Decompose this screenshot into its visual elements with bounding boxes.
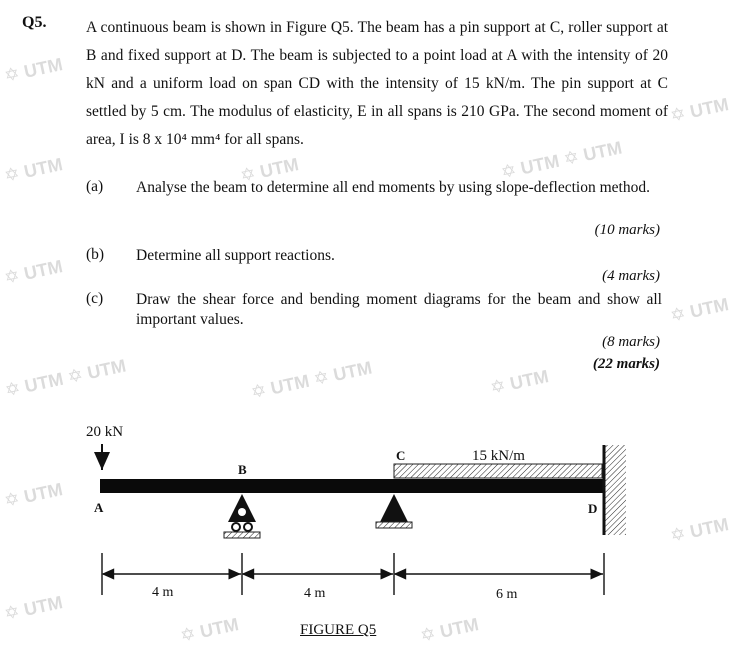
span-ab-length: 4 m xyxy=(152,585,174,600)
label-d: D xyxy=(588,501,598,516)
part-b-marks: (4 marks) xyxy=(602,268,660,284)
part-a-text: Analyse the beam to determine all end moments by using slope-deflection method. xyxy=(136,179,650,196)
watermark: ✡ UTM xyxy=(2,54,65,86)
udl-label: 15 kN/m xyxy=(472,448,525,464)
watermark: ✡ UTM ✡ UTM xyxy=(499,137,624,183)
figure-caption: FIGURE Q5 xyxy=(300,622,377,638)
watermark: ✡ UTM xyxy=(418,614,481,646)
watermark: ✡ UTM xyxy=(178,614,241,646)
roller-support-b xyxy=(224,494,260,538)
part-c-marks: (8 marks) xyxy=(602,334,660,350)
part-b-label: (b) xyxy=(86,246,105,263)
point-load-label: 20 kN xyxy=(86,424,124,440)
question-number: Q5. xyxy=(22,14,47,31)
fixed-support-wall xyxy=(604,445,626,535)
watermark: ✡ UTM xyxy=(668,94,731,126)
watermark: ✡ UTM xyxy=(668,294,731,326)
watermark: ✡ UTM xyxy=(238,154,301,186)
watermark: ✡ UTM xyxy=(488,366,551,398)
watermark: ✡ UTM xyxy=(2,592,65,624)
pin-support-c xyxy=(376,494,412,528)
label-c: C xyxy=(396,448,406,463)
part-c-text: Draw the shear force and bending moment diagrams for the beam and show all important values. xyxy=(136,291,662,328)
label-b: B xyxy=(238,462,247,477)
watermark: ✡ UTM xyxy=(2,154,65,186)
total-marks: (22 marks) xyxy=(592,356,660,372)
part-a-label: (a) xyxy=(86,178,104,195)
beam xyxy=(100,479,604,493)
watermark: ✡ UTM ✡ UTM xyxy=(249,357,374,403)
dimension-line xyxy=(102,553,604,595)
label-a: A xyxy=(94,500,104,515)
part-b-text: Determine all support reactions. xyxy=(136,247,335,264)
watermark: ✡ UTM xyxy=(2,256,65,288)
udl-load xyxy=(394,464,602,478)
watermark: ✡ UTM xyxy=(2,479,65,511)
part-a-marks: (10 marks) xyxy=(594,222,660,238)
part-c-label: (c) xyxy=(86,290,104,307)
watermark: ✡ UTM xyxy=(668,514,731,546)
watermark: ✡ UTM ✡ UTM xyxy=(3,355,128,401)
question-stem: A continuous beam is shown in Figure Q5. The beam has a pin support at C, roller support at B and fixed support at D. The beam is subjected to a point load at A with the intensity of 20 kN and a uniform load on span CD with the intensity of 15 kN/m. The pin support at C settled by 5 cm. The modulus of elasticity, E in all spans is 210 GPa. The second moment of area, I is 8 x 10⁴ mm⁴ for all spans. xyxy=(86,19,668,148)
span-bc-length: 4 m xyxy=(304,586,326,601)
span-cd-length: 6 m xyxy=(496,587,518,602)
